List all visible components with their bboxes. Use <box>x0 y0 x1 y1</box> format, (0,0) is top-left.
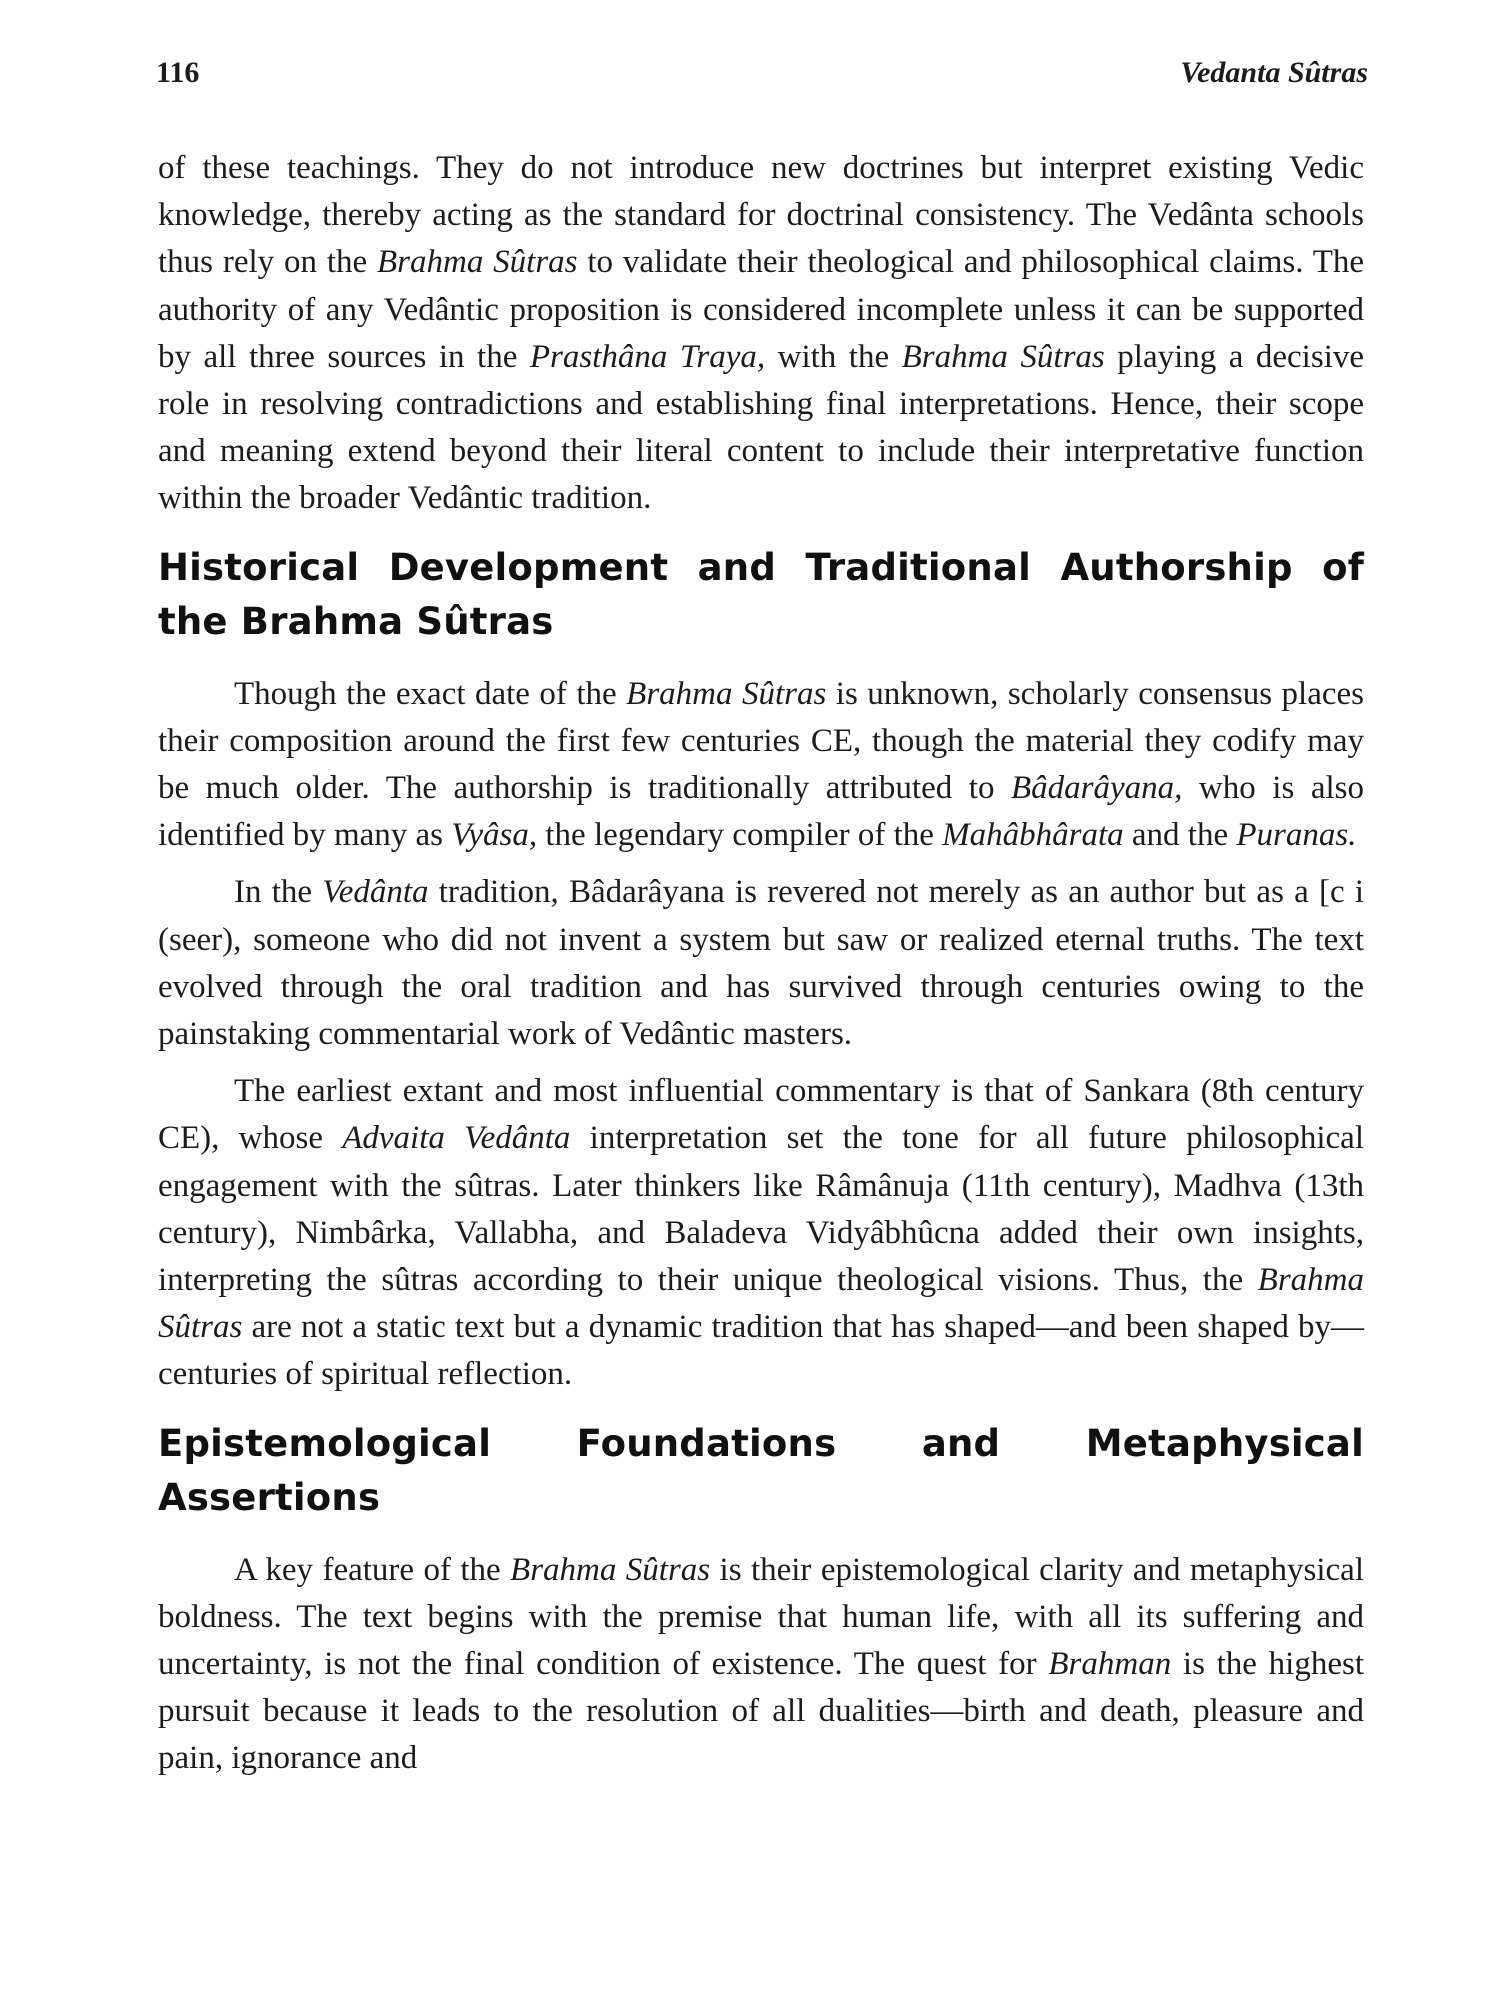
paragraph-dating <box>158 671 1364 860</box>
italic-term: Brahman <box>1048 1646 1172 1683</box>
italic-term: Mahâbhârata <box>942 817 1124 854</box>
italic-term: Brahma Sûtras <box>626 675 827 712</box>
italic-term: Brahma Sûtras <box>901 338 1105 375</box>
italic-term: Puranas. <box>1236 817 1357 854</box>
paragraph-text: The earliest extant and most influential commentary is that of Sankara (8th century CE), whose <box>158 1073 1364 1157</box>
paragraph-text: interpretation set the tone for all future philosophical engagement with the sûtras. Later thinkers like Râmânuja (11th century), Madhva (13th century), Nimbârka, Vallabha, and Baladeva Vidyâbhûcna added their own insights, interpreting the sûtras according to their unique theological visions. Thus, the <box>158 1120 1364 1299</box>
paragraph-text: the legendary compiler of the <box>537 817 943 854</box>
italic-term: Brahma Sûtras <box>158 1262 1364 1346</box>
paragraph-text: is the highest pursuit because it leads to the resolution of all dualities—birth and death, pleasure and pain, ignorance and <box>158 1646 1364 1777</box>
paragraph-text: In the <box>234 874 323 911</box>
paragraph-commentaries <box>158 1068 1364 1398</box>
page-body <box>158 145 1364 1793</box>
italic-term: Bâdarâyana, <box>1010 770 1183 807</box>
paragraph-text: tradition, Bâdarâyana is revered not merely as an author but as a [c i (seer), someone who did not invent a system but saw or realized eternal truths. The text evolved through the oral tradition and has survived through centuries owing to the painstaking commentarial work of Vedântic masters. <box>158 874 1364 1053</box>
italic-term: Vyâsa, <box>451 817 538 854</box>
paragraph-seer <box>158 869 1364 1058</box>
italic-term: Prasthâna Traya, <box>529 338 766 375</box>
paragraph-text: Though the exact date of the <box>234 675 627 712</box>
paragraph-text: playing a decisive role in resolving contradictions and establishing final interpretations. Hence, their scope and meaning extend beyond their literal content to include their interpretative function within the broader Vedântic tradition. <box>158 338 1365 517</box>
book-title: Vedanta Sûtras <box>1180 56 1368 89</box>
paragraph-continuation <box>158 145 1364 523</box>
italic-term: Brahma Sûtras <box>510 1551 711 1588</box>
italic-term: Vedânta <box>322 874 429 911</box>
paragraph-epistemology <box>158 1547 1364 1783</box>
paragraph-text: to validate their theological and philosophical claims. The authority of any Vedântic proposition is considered incomplete unless it can be supported by all three sources in the <box>158 244 1365 375</box>
paragraph-text: and the <box>1123 817 1237 854</box>
paragraph-text: is unknown, scholarly consensus places their composition around the first few centuries CE, though the material they codify may be much older. The authorship is traditionally attributed to <box>158 675 1364 807</box>
running-header <box>156 56 1368 100</box>
page-number: 116 <box>156 56 200 89</box>
paragraph-text: is their epistemological clarity and metaphysical boldness. The text begins with the premise that human life, with all its suffering and uncertainty, is not the final condition of existence. The quest for <box>158 1551 1364 1683</box>
italic-term: Advaita Vedânta <box>342 1120 571 1157</box>
paragraph-text: A key feature of the <box>234 1551 511 1588</box>
paragraph-text: with the <box>765 338 902 375</box>
italic-term: Brahma Sûtras <box>377 244 578 281</box>
section-heading-epistemological: Epistemological Foundations and Metaphysical Assertions <box>158 1421 1364 1519</box>
paragraph-text: who is also identified by many as <box>158 770 1365 854</box>
section-heading-historical: Historical Development and Traditional Authorship of the Brahma Sûtras <box>158 545 1364 643</box>
paragraph-text: are not a static text but a dynamic tradition that has shaped—and been shaped by—centuries of spiritual reflection. <box>158 1309 1364 1393</box>
paragraph-text: of these teachings. They do not introduce new doctrines but interpret existing Vedic knowledge, thereby acting as the standard for doctrinal consistency. The Vedânta schools thus rely on the <box>158 150 1364 281</box>
